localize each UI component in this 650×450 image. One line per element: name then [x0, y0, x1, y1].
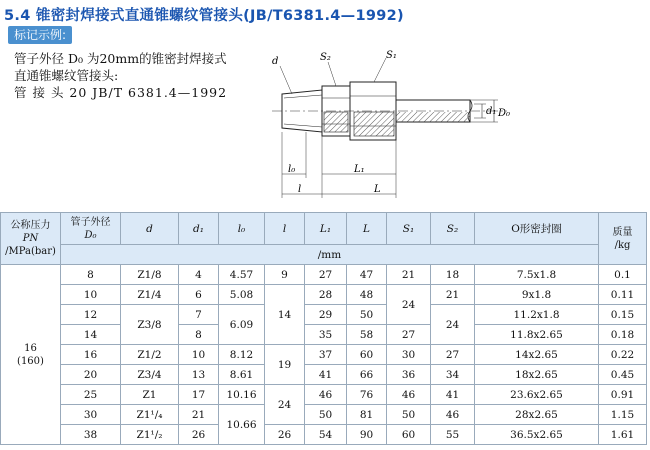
- cell-d-merged: Z3/8: [121, 305, 179, 345]
- cell-S1: 30: [387, 345, 431, 365]
- cell-oring: 11.2x1.8: [475, 305, 599, 325]
- cell-S1-merged: 24: [387, 285, 431, 325]
- header-L1: L₁: [305, 213, 347, 245]
- cell-l0: 10.16: [219, 385, 265, 405]
- dim-s2: S₂: [320, 52, 331, 63]
- cell-D0: 20: [61, 365, 121, 385]
- cell-D0: 25: [61, 385, 121, 405]
- cell-L: 50: [347, 305, 387, 325]
- cell-l0: 4.57: [219, 265, 265, 285]
- cell-d: Z1¹/₂: [121, 425, 179, 445]
- table-row: [1, 405, 647, 425]
- cell-oring: 18x2.65: [475, 365, 599, 385]
- dim-d1: d₁: [486, 106, 497, 117]
- dim-L: L: [374, 184, 381, 195]
- cell-d: Z1/8: [121, 265, 179, 285]
- cell-l0: 8.12: [219, 345, 265, 365]
- cell-d: Z1: [121, 385, 179, 405]
- cell-S1: 21: [387, 265, 431, 285]
- cell-d: Z1/4: [121, 285, 179, 305]
- cell-l0-merged: 6.09: [219, 305, 265, 345]
- dim-d: d: [272, 56, 279, 67]
- cell-L1: 27: [305, 265, 347, 285]
- cell-l-merged: 19: [265, 345, 305, 385]
- cell-d1: 7: [179, 305, 219, 325]
- table-row: [1, 345, 647, 365]
- table-row: [1, 425, 647, 445]
- table-row: [1, 305, 647, 325]
- header-d: d: [121, 213, 179, 245]
- table-row: [1, 265, 647, 285]
- description-line-3: 管 接 头 20 JB/T 6381.4—1992: [14, 85, 228, 100]
- example-badge: 标记示例:: [8, 26, 72, 44]
- cell-D0: 12: [61, 305, 121, 325]
- header-S1: S₁: [387, 213, 431, 245]
- dim-D0: D₀: [498, 108, 511, 119]
- header-l0: l₀: [219, 213, 265, 245]
- cell-d1: 4: [179, 265, 219, 285]
- cell-d1: 26: [179, 425, 219, 445]
- cell-l: 9: [265, 265, 305, 285]
- cell-oring: 14x2.65: [475, 345, 599, 365]
- cell-S2: 46: [431, 405, 475, 425]
- cell-S1: 50: [387, 405, 431, 425]
- cell-L: 47: [347, 265, 387, 285]
- cell-d1: 8: [179, 325, 219, 345]
- header-unit-mm: /mm: [61, 245, 599, 265]
- table-row: [1, 325, 647, 345]
- cell-S2: 55: [431, 425, 475, 445]
- cell-l0: 5.08: [219, 285, 265, 305]
- cell-D0: 16: [61, 345, 121, 365]
- cell-oring: 9x1.8: [475, 285, 599, 305]
- page-title: 5.4 锥密封焊接式直通锥螺纹管接头(JB/T6381.4—1992): [4, 8, 404, 24]
- cell-L: 76: [347, 385, 387, 405]
- cell-S1: 60: [387, 425, 431, 445]
- cell-D0: 38: [61, 425, 121, 445]
- cell-L1: 41: [305, 365, 347, 385]
- cell-L1: 46: [305, 385, 347, 405]
- cell-oring: 11.8x2.65: [475, 325, 599, 345]
- cell-L: 58: [347, 325, 387, 345]
- cell-d: Z1/2: [121, 345, 179, 365]
- cell-oring: 36.5x2.65: [475, 425, 599, 445]
- dim-l: l: [298, 184, 302, 195]
- cell-l0: 8.61: [219, 365, 265, 385]
- cell-d1: 10: [179, 345, 219, 365]
- cell-S2-merged: 24: [431, 305, 475, 345]
- header-d1: d₁: [179, 213, 219, 245]
- cell-mass: 1.61: [599, 425, 647, 445]
- cell-mass: 0.22: [599, 345, 647, 365]
- header-pressure: 公称压力 PN /MPa(bar): [1, 213, 61, 265]
- cell-L: 48: [347, 285, 387, 305]
- cell-oring: 23.6x2.65: [475, 385, 599, 405]
- cell-mass: 0.91: [599, 385, 647, 405]
- cell-D0: 10: [61, 285, 121, 305]
- cell-mass: 1.15: [599, 405, 647, 425]
- dim-L1: L₁: [354, 164, 365, 175]
- table-row: [1, 285, 647, 305]
- cell-D0: 14: [61, 325, 121, 345]
- cell-d1: 17: [179, 385, 219, 405]
- table-row: [1, 385, 647, 405]
- cell-l: 26: [265, 425, 305, 445]
- cell-S2: 34: [431, 365, 475, 385]
- cell-l0-merged: 10.66: [219, 405, 265, 445]
- cell-S2: 18: [431, 265, 475, 285]
- cell-mass: 0.11: [599, 285, 647, 305]
- cell-d1: 6: [179, 285, 219, 305]
- cell-D0: 8: [61, 265, 121, 285]
- header-L: L: [347, 213, 387, 245]
- cell-d: Z3/4: [121, 365, 179, 385]
- cell-L: 81: [347, 405, 387, 425]
- cell-l-merged: 14: [265, 285, 305, 345]
- cell-L1: 29: [305, 305, 347, 325]
- description-line-1: 管子外径 D₀ 为20mm的锥密封焊接式: [14, 51, 227, 66]
- description-line-2: 直通锥螺纹管接头:: [14, 68, 119, 83]
- cell-L1: 50: [305, 405, 347, 425]
- cell-S2: 21: [431, 285, 475, 305]
- cell-l-merged: 24: [265, 385, 305, 425]
- cell-d1: 13: [179, 365, 219, 385]
- cell-L1: 35: [305, 325, 347, 345]
- cell-S2: 27: [431, 345, 475, 365]
- dim-s1: S₁: [386, 50, 397, 61]
- pressure-cell: 16 (160): [1, 265, 61, 445]
- cell-L: 90: [347, 425, 387, 445]
- table-row: [1, 365, 647, 385]
- cell-L1: 54: [305, 425, 347, 445]
- header-outer-diam: 管子外径 D₀: [61, 213, 121, 245]
- cell-oring: 28x2.65: [475, 405, 599, 425]
- cell-D0: 30: [61, 405, 121, 425]
- cell-L1: 37: [305, 345, 347, 365]
- header-l: l: [265, 213, 305, 245]
- cell-mass: 0.45: [599, 365, 647, 385]
- cell-L: 60: [347, 345, 387, 365]
- cell-mass: 0.18: [599, 325, 647, 345]
- cell-mass: 0.15: [599, 305, 647, 325]
- header-S2: S₂: [431, 213, 475, 245]
- cell-mass: 0.1: [599, 265, 647, 285]
- cell-L1: 28: [305, 285, 347, 305]
- cell-S1: 36: [387, 365, 431, 385]
- cell-S1: 46: [387, 385, 431, 405]
- fitting-drawing: [262, 46, 512, 206]
- cell-S1: 27: [387, 325, 431, 345]
- dim-l0: l₀: [288, 164, 296, 175]
- cell-oring: 7.5x1.8: [475, 265, 599, 285]
- cell-d1: 21: [179, 405, 219, 425]
- cell-S2: 41: [431, 385, 475, 405]
- header-mass: 质量 /kg: [599, 213, 647, 265]
- cell-d: Z1¹/₄: [121, 405, 179, 425]
- cell-L: 66: [347, 365, 387, 385]
- spec-table: [0, 212, 647, 445]
- header-oring: O形密封圈: [475, 213, 599, 245]
